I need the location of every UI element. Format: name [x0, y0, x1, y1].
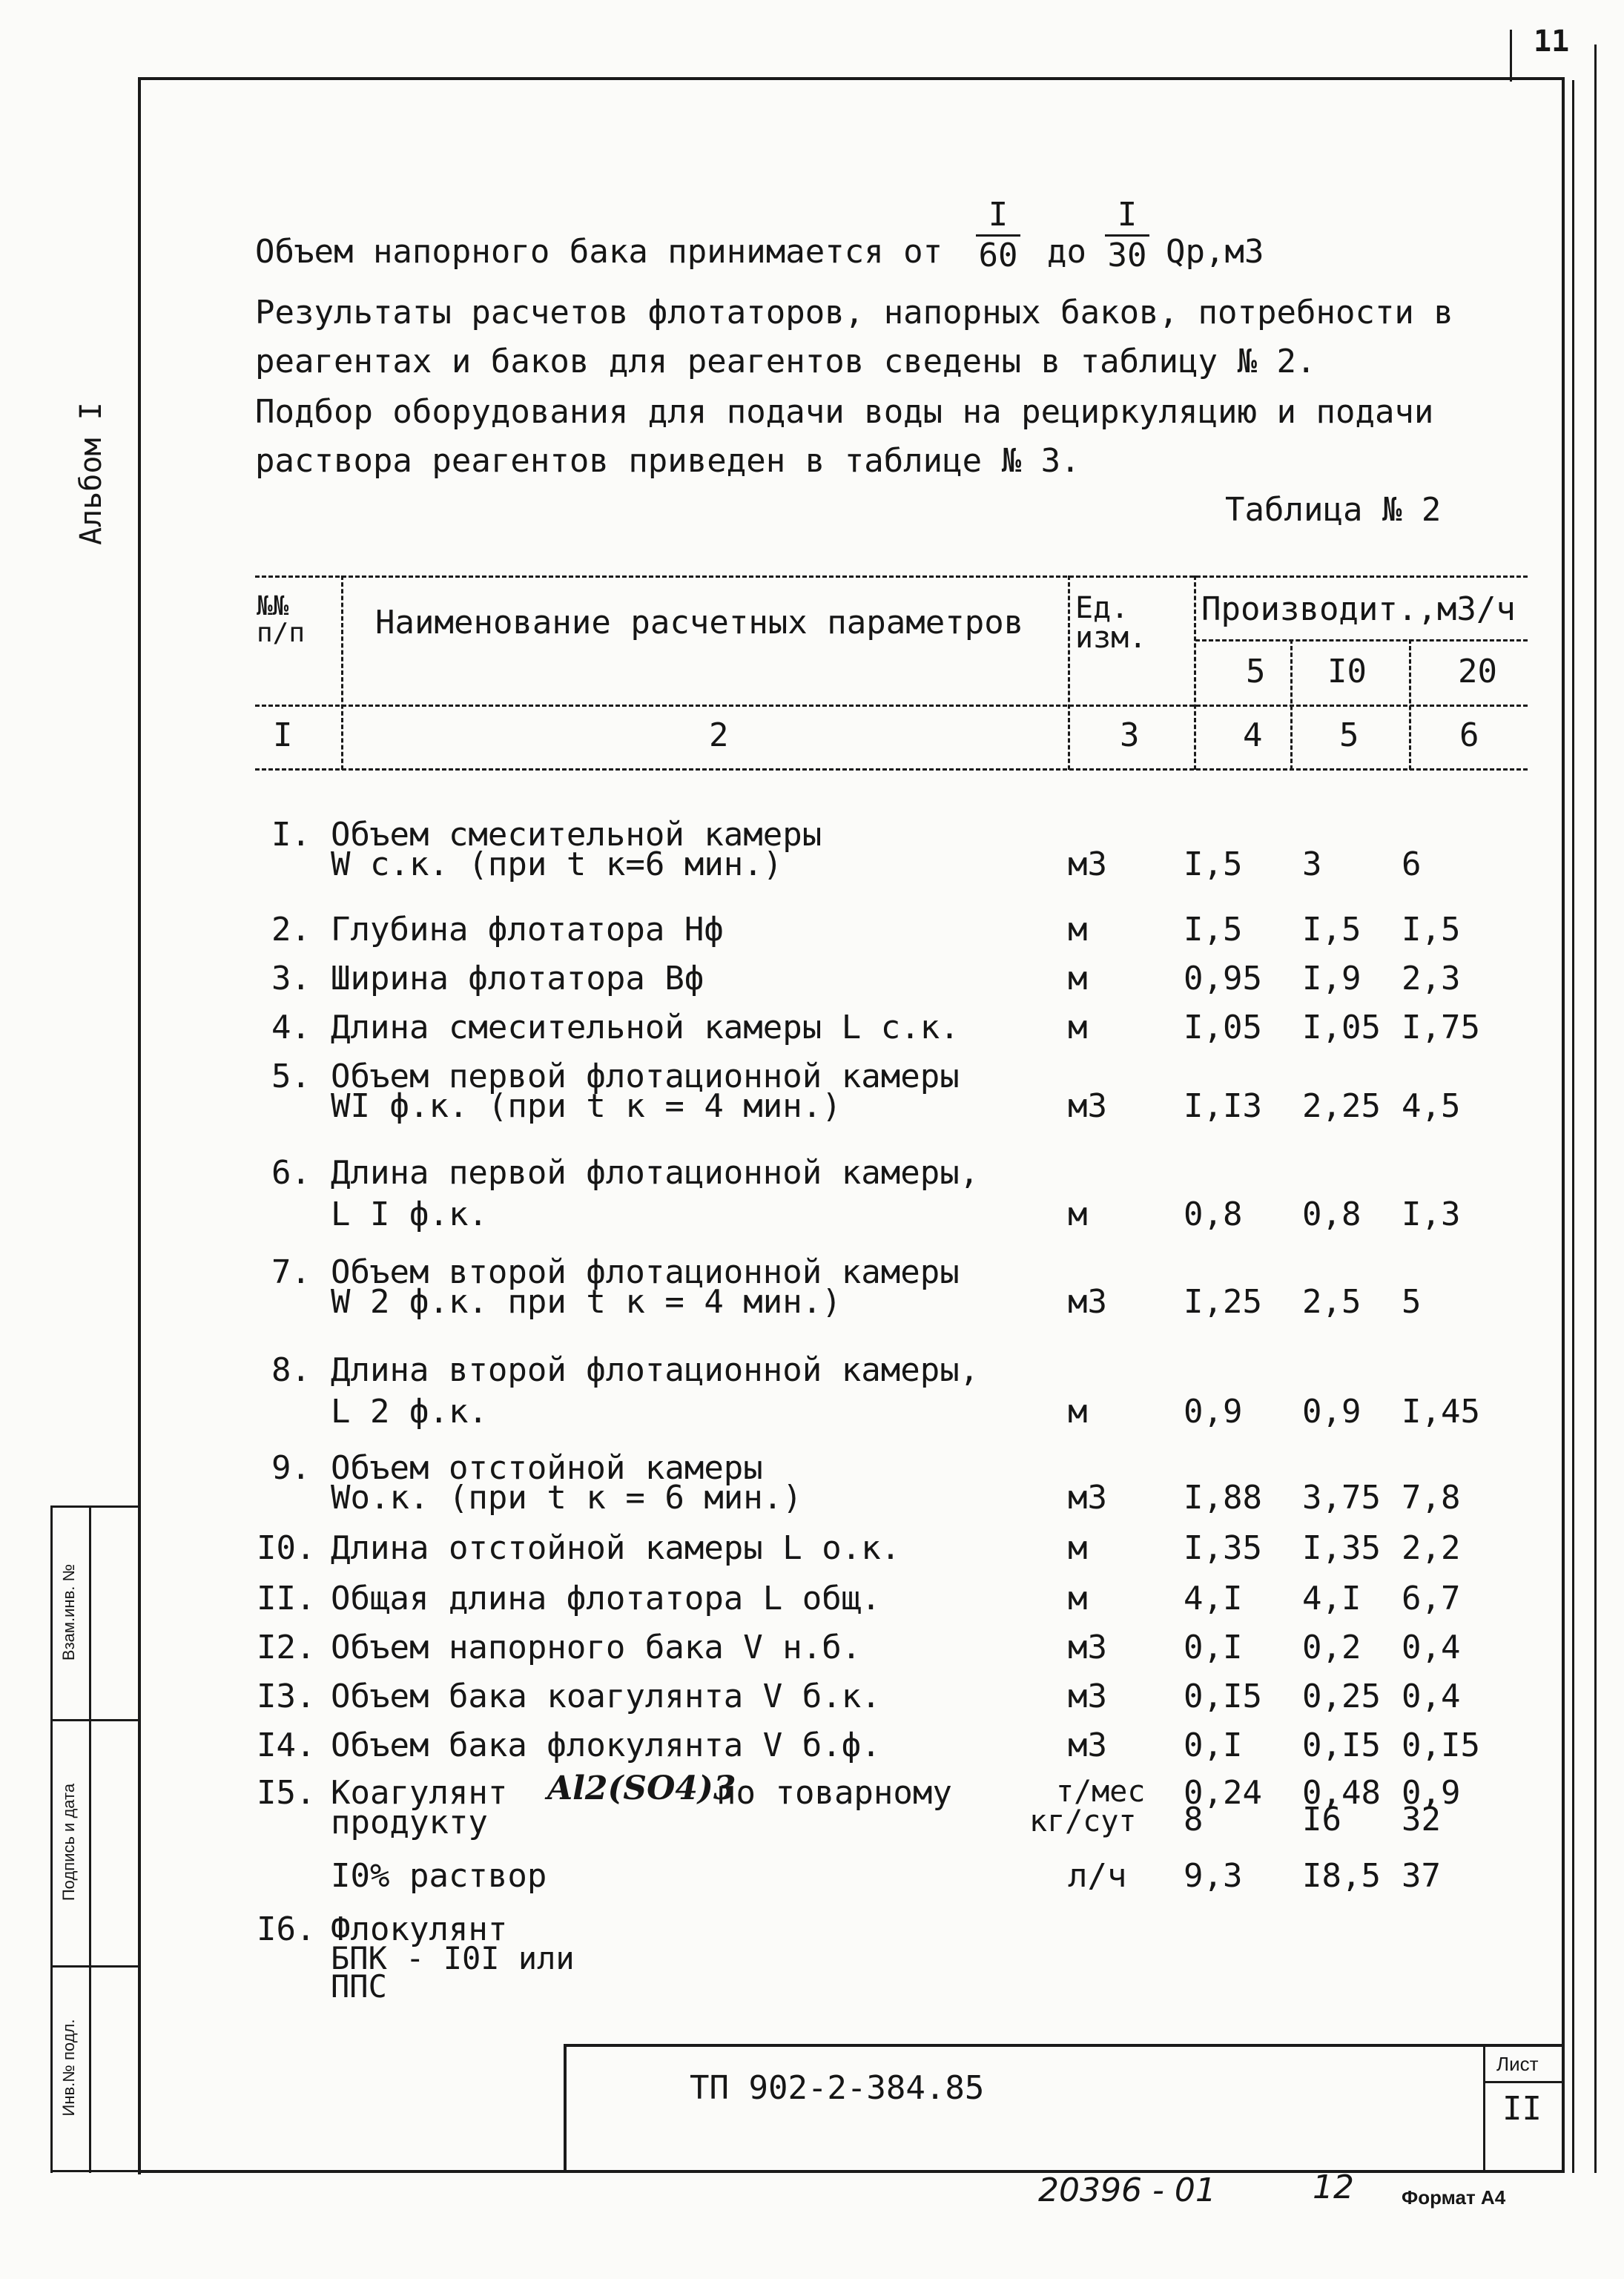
header-num-1: I	[273, 716, 293, 754]
intro-line1-suffix: Qр,м3	[1166, 233, 1264, 271]
stamp-sign-date: Подпись и дата	[59, 1783, 78, 1902]
handwritten-code: 20396 - 01	[1038, 2171, 1216, 2209]
header-perf-20: 20	[1458, 653, 1497, 690]
document-designation: ТП 902-2-384.85	[690, 2069, 985, 2107]
header-perf-10: I0	[1327, 653, 1367, 690]
fraction-2-numerator: I	[1117, 196, 1138, 234]
intro-line1-prefix: Объем напорного бака принимается от	[255, 233, 943, 271]
header-num-2: 2	[709, 716, 729, 754]
header-num-3: 3	[1120, 716, 1140, 754]
album-label: Альбом I	[74, 402, 108, 545]
header-col-unit: Ед. изм.	[1075, 591, 1147, 655]
header-col-name: Наименование расчетных параметров	[375, 604, 1024, 642]
coagulant-formula: Al2(SO4)3	[547, 1770, 736, 1807]
intro-line4: Подбор оборудования для подачи воды на рециркуляцию и подачи	[255, 393, 1434, 431]
fraction-1-denominator: 60	[978, 237, 1018, 274]
intro-line3: реагентах и баков для реагентов сведены в таблицу № 2.	[255, 343, 1316, 380]
fraction-1-numerator: I	[988, 196, 1009, 234]
sheet-number: II	[1502, 2090, 1542, 2128]
header-num-5: 5	[1339, 716, 1359, 754]
header-col-performance: Производит.,м3/ч	[1201, 590, 1516, 628]
handwritten-page: 12	[1313, 2168, 1354, 2206]
intro-line5: раствора реагентов приведен в таблице № 3.	[255, 442, 1080, 480]
fraction-2-denominator: 30	[1107, 237, 1147, 274]
format-label: Формат А4	[1402, 2186, 1506, 2209]
stamp-inv-orig: Инв.№ подл.	[59, 2019, 78, 2117]
header-perf-5: 5	[1246, 653, 1266, 690]
intro-line1-mid: до	[1047, 233, 1086, 271]
intro-line2: Результаты расчетов флотаторов, напорных баков, потребности в	[255, 294, 1453, 332]
stamp-inv-replace: Взам.инв. №	[59, 1563, 78, 1661]
sheet-label: Лист	[1496, 2053, 1539, 2075]
corner-tick	[1510, 30, 1512, 82]
table-title: Таблица № 2	[1225, 491, 1442, 529]
fraction-1-30	[1105, 196, 1149, 274]
fraction-1-60	[976, 196, 1020, 274]
corner-page-number: 11	[1534, 24, 1570, 59]
header-num-4: 4	[1243, 716, 1263, 754]
header-num-6: 6	[1459, 716, 1479, 754]
header-col-number: №№ п/п	[257, 591, 306, 648]
